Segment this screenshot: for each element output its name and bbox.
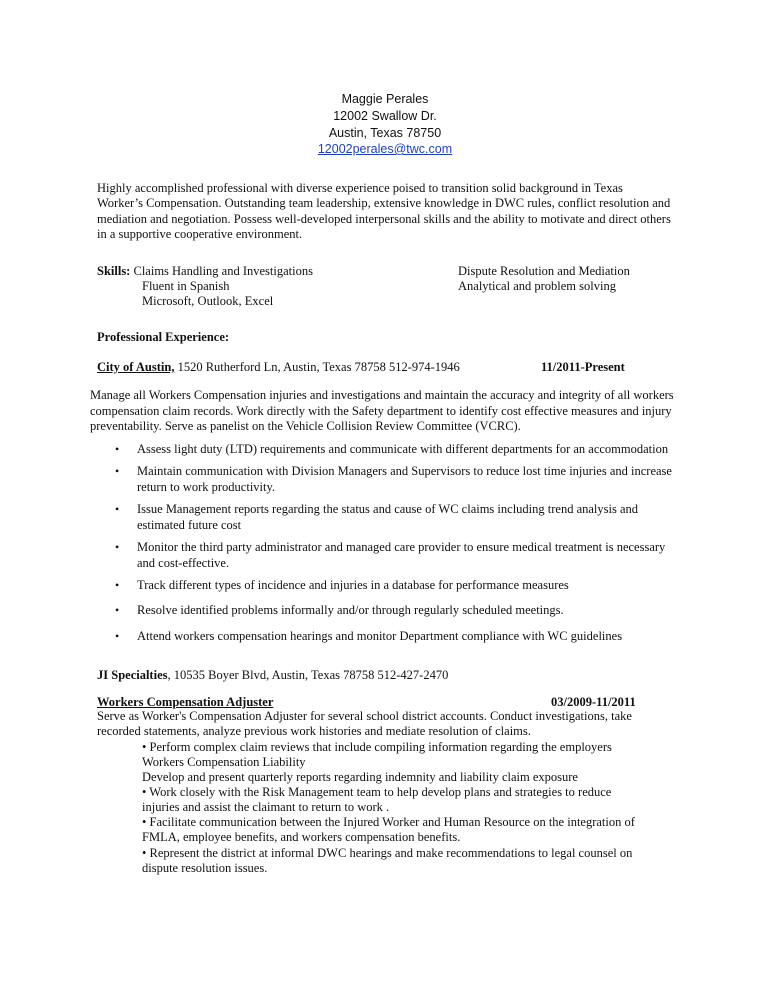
- skill-item: Claims Handling and Investigations: [133, 264, 313, 278]
- contact-street: 12002 Swallow Dr.: [333, 109, 437, 123]
- contact-name: Maggie Perales: [341, 92, 429, 106]
- summary-line: Highly accomplished professional with diverse experience poised to transition solid background in Texas: [97, 181, 623, 195]
- list-item-continued: FMLA, employee benefits, and workers compensation benefits.: [142, 830, 461, 844]
- skill-item: Analytical and problem solving: [458, 279, 616, 293]
- job2-employer: JI Specialties: [97, 668, 168, 682]
- list-item: • Work closely with the Risk Management team to help develop plans and strategies to reduce: [142, 785, 612, 799]
- list-item: • Facilitate communication between the Injured Worker and Human Resource on the integration of: [142, 815, 635, 829]
- job1-address: 1520 Rutherford Ln, Austin, Texas 78758 512-974-1946: [174, 360, 460, 374]
- contact-city: Austin, Texas 78750: [328, 126, 442, 140]
- experience-heading: Professional Experience:: [97, 330, 230, 344]
- list-item-continued: Workers Compensation Liability: [142, 755, 306, 769]
- job2-dates: 03/2009-11/2011: [551, 695, 636, 709]
- job1-header: [97, 360, 460, 375]
- job2-description-line: Serve as Worker's Compensation Adjuster for several school district accounts. Conduct investigations, take: [97, 709, 632, 723]
- list-item: Track different types of incidence and injuries in a database for performance measures: [137, 578, 569, 592]
- list-item-continued: and cost-effective.: [137, 556, 230, 570]
- list-item: Assess light duty (LTD) requirements and communicate with different departments for an accommodation: [137, 442, 669, 456]
- summary-line: in a supportive cooperative environment.: [97, 227, 303, 241]
- skills-row-1: [97, 264, 313, 279]
- list-item-continued: estimated future cost: [137, 518, 242, 532]
- job2-header: [97, 668, 448, 683]
- list-item: Resolve identified problems informally and/or through regularly scheduled meetings.: [137, 603, 564, 617]
- job1-description-line: preventability. Serve as panelist on the Vehicle Collision Review Committee (VCRC).: [90, 419, 521, 433]
- email-link[interactable]: 12002perales@twc.com: [317, 142, 453, 156]
- bullet-icon: •: [115, 464, 120, 478]
- skill-item: Microsoft, Outlook, Excel: [142, 294, 274, 308]
- bullet-icon: •: [115, 603, 120, 617]
- contact-email[interactable]: [300, 142, 470, 156]
- bullet-icon: •: [115, 540, 120, 554]
- list-item-continued: injuries and assist the claimant to return to work .: [142, 800, 390, 814]
- job1-description-line: compensation claim records. Work directly with the Safety department to identify cost effective measures and injury: [90, 404, 672, 418]
- bullet-icon: •: [115, 578, 120, 592]
- bullet-icon: •: [115, 502, 120, 516]
- skills-label: Skills:: [97, 264, 131, 278]
- list-item: Monitor the third party administrator and managed care provider to ensure medical treatment is necessary: [137, 540, 666, 554]
- list-item-continued: return to work productivity.: [137, 480, 276, 494]
- list-item: Attend workers compensation hearings and monitor Department compliance with WC guidelines: [137, 629, 623, 643]
- skill-item: Dispute Resolution and Mediation: [458, 264, 630, 278]
- bullet-icon: •: [115, 442, 120, 456]
- list-item-continued: dispute resolution issues.: [142, 861, 268, 875]
- summary-line: Worker’s Compensation. Outstanding team leadership, extensive knowledge in DWC rules, conflict resolution and: [97, 196, 671, 210]
- job1-employer: City of Austin,: [97, 360, 175, 374]
- skill-item: Fluent in Spanish: [142, 279, 230, 293]
- list-item: Develop and present quarterly reports regarding indemnity and liability claim exposure: [142, 770, 578, 784]
- job1-dates: 11/2011-Present: [541, 360, 625, 374]
- list-item: Maintain communication with Division Managers and Supervisors to reduce lost time injuries and increase: [137, 464, 672, 478]
- bullet-icon: •: [115, 629, 120, 643]
- job2-title: Workers Compensation Adjuster: [97, 695, 274, 709]
- list-item: • Perform complex claim reviews that include compiling information regarding the employers: [142, 740, 612, 754]
- list-item: Issue Management reports regarding the status and cause of WC claims including trend analysis and: [137, 502, 639, 516]
- job2-address: , 10535 Boyer Blvd, Austin, Texas 78758 512-427-2470: [167, 668, 449, 682]
- list-item: • Represent the district at informal DWC hearings and make recommendations to legal counsel on: [142, 846, 633, 860]
- job1-description-line: Manage all Workers Compensation injuries and investigations and maintain the accuracy and integrity of all workers: [90, 388, 674, 402]
- job2-description-line: recorded statements, analyze previous work histories and mediate resolution of claims.: [97, 724, 531, 738]
- summary-line: mediation and negotiation. Possess well-developed interpersonal skills and the ability to motivate and direct others: [97, 212, 671, 226]
